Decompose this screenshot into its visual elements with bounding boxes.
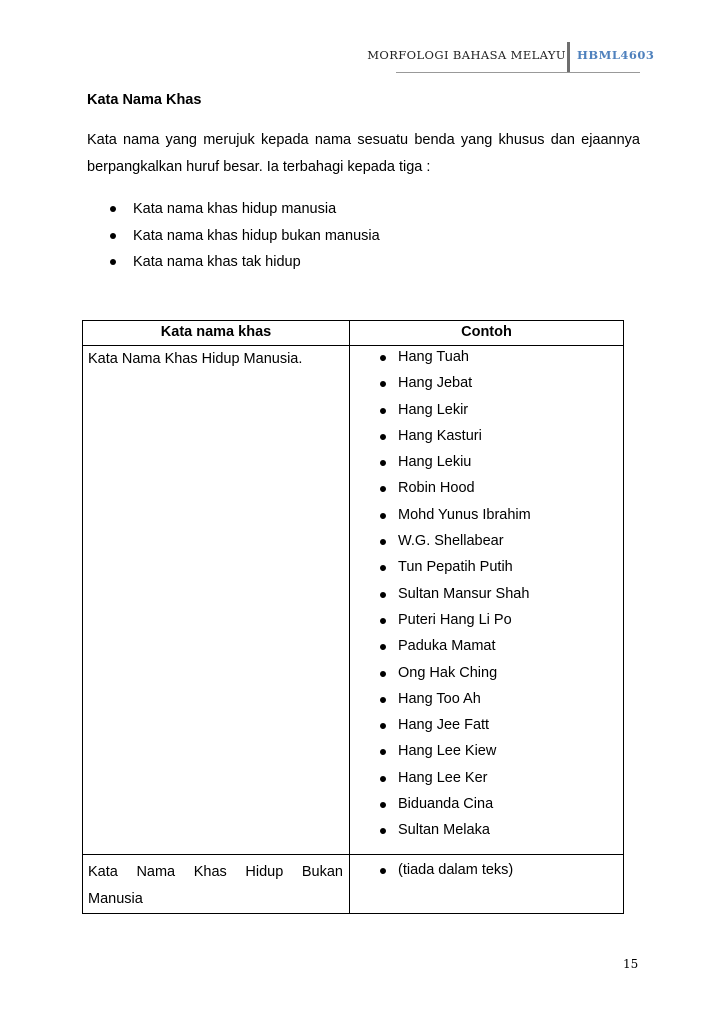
bullet-icon	[380, 592, 386, 598]
header-rule	[396, 72, 640, 73]
example-text: Hang Lekiu	[398, 454, 472, 471]
bullet-icon	[380, 723, 386, 729]
column-header-examples: Contoh	[350, 321, 624, 346]
list-item	[110, 251, 380, 278]
bullet-icon	[110, 206, 116, 212]
example-item	[380, 859, 623, 885]
example-item	[380, 767, 623, 793]
example-text: Hang Too Ah	[398, 690, 481, 707]
examples-cell	[350, 854, 624, 913]
intro-paragraph: Kata nama yang merujuk kepada nama sesuatu benda yang khusus dan ejaannya berpangkalkan huruf besar. Ia terbahagi kepada tiga :	[87, 132, 640, 175]
page-header	[0, 42, 728, 74]
category-cell: Kata Nama Khas Hidup Bukan Manusia	[83, 854, 350, 913]
example-item	[380, 504, 623, 530]
example-item	[380, 714, 623, 740]
example-item	[380, 740, 623, 766]
list-item-text: Kata nama khas tak hidup	[133, 254, 301, 270]
bullet-icon	[380, 355, 386, 361]
header-course-code: HBML4603	[577, 48, 655, 62]
bullet-icon	[380, 618, 386, 624]
examples-list	[350, 346, 623, 854]
bullet-icon	[380, 486, 386, 492]
example-text: Hang Lekir	[398, 401, 469, 418]
example-item	[380, 425, 623, 451]
example-text: Paduka Mamat	[398, 638, 496, 655]
example-text: Biduanda Cina	[398, 796, 494, 813]
example-item	[380, 477, 623, 503]
bullet-icon	[380, 644, 386, 650]
bullet-icon	[380, 513, 386, 519]
bullet-icon	[380, 408, 386, 414]
examples-cell	[350, 346, 624, 855]
list-item	[110, 198, 380, 225]
bullet-icon	[110, 259, 116, 265]
section-title: Kata Nama Khas	[87, 92, 202, 108]
example-text: Hang Lee Kiew	[398, 743, 497, 760]
table-header-row	[83, 321, 624, 346]
example-item	[380, 583, 623, 609]
table-row	[83, 346, 624, 855]
example-text: Puteri Hang Li Po	[398, 611, 512, 628]
bullet-icon	[380, 697, 386, 703]
example-text: (tiada dalam teks)	[398, 861, 514, 878]
list-item-text: Kata nama khas hidup manusia	[133, 201, 337, 217]
bullet-icon	[380, 565, 386, 571]
bullet-icon	[380, 671, 386, 677]
bullet-icon	[380, 539, 386, 545]
page-number: 15	[623, 957, 639, 971]
bullet-icon	[380, 434, 386, 440]
example-item	[380, 609, 623, 635]
bullet-icon	[380, 776, 386, 782]
examples-table	[82, 320, 624, 914]
example-text: Hang Lee Ker	[398, 769, 488, 786]
bullet-icon	[380, 802, 386, 808]
column-header-category: Kata nama khas	[83, 321, 350, 346]
example-item	[380, 688, 623, 714]
category-cell: Kata Nama Khas Hidup Manusia.	[83, 346, 350, 855]
example-item	[380, 819, 623, 845]
bullet-icon	[110, 233, 116, 239]
example-item	[380, 372, 623, 398]
example-item	[380, 556, 623, 582]
example-text: W.G. Shellabear	[398, 533, 504, 550]
example-text: Hang Tuah	[398, 349, 469, 365]
bullet-icon	[380, 828, 386, 834]
bullet-icon	[380, 381, 386, 387]
example-item	[380, 530, 623, 556]
example-item	[380, 399, 623, 425]
bullet-icon	[380, 868, 386, 874]
example-item	[380, 346, 623, 372]
example-text: Ong Hak Ching	[398, 664, 498, 681]
example-text: Mohd Yunus Ibrahim	[398, 506, 531, 523]
list-item-text: Kata nama khas hidup bukan manusia	[133, 227, 380, 244]
bullet-icon	[380, 749, 386, 755]
example-text: Hang Kasturi	[398, 427, 482, 444]
example-item	[380, 635, 623, 661]
examples-list	[350, 855, 623, 889]
example-text: Hang Jebat	[398, 375, 473, 392]
example-text: Robin Hood	[398, 480, 475, 497]
example-item	[380, 662, 623, 688]
example-item	[380, 793, 623, 819]
type-list	[110, 198, 380, 278]
example-text: Sultan Melaka	[398, 822, 490, 839]
list-item	[110, 225, 380, 252]
bullet-icon	[380, 460, 386, 466]
header-course-title: MORFOLOGI BAHASA MELAYU	[367, 48, 566, 62]
table-row	[83, 854, 624, 913]
header-divider	[567, 42, 570, 72]
example-item	[380, 451, 623, 477]
example-text: Hang Jee Fatt	[398, 717, 490, 734]
example-text: Tun Pepatih Putih	[398, 559, 513, 576]
example-text: Sultan Mansur Shah	[398, 585, 530, 602]
